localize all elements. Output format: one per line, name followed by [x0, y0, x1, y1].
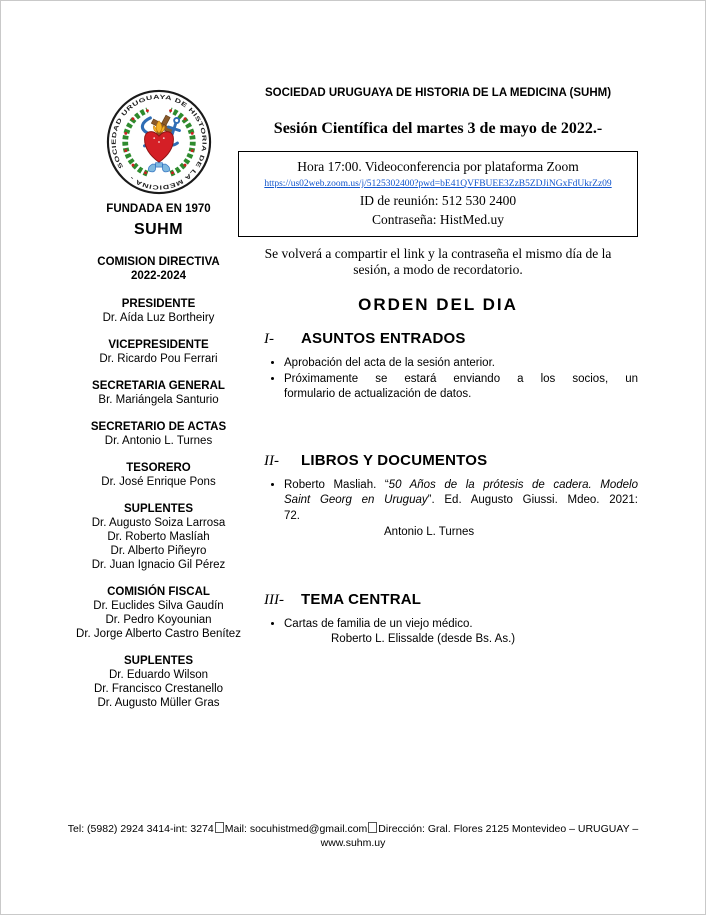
text-segment: Saint Georg en Uruguay: [284, 494, 428, 506]
committee-member: Dr. Augusto Müller Gras: [97, 697, 220, 709]
footer-address: Dirección: Gral. Flores 2125 Montevideo – URUGUAY – www.suhm.uy: [320, 823, 639, 849]
committee-group: [51, 379, 266, 407]
bullet-list: [238, 478, 638, 525]
committee-group: [51, 338, 266, 366]
section-heading-text: LIBROS Y DOCUMENTOS: [301, 451, 488, 469]
committee-member: Dr. Jorge Alberto Castro Benítez: [76, 628, 241, 640]
committee-member: Dr. Alberto Piñeyro: [110, 545, 207, 557]
section-heading-text: ASUNTOS ENTRADOS: [301, 330, 466, 347]
suhm-seal-icon: [106, 89, 212, 195]
committee-role: SUPLENTES: [123, 503, 193, 515]
text-line: [284, 356, 638, 372]
section-asuntos-entrados: [238, 330, 638, 403]
text-line: [284, 509, 638, 525]
section-tema-central: [238, 591, 638, 648]
meeting-id-line: ID de reunión: 512 530 2400: [359, 193, 517, 208]
footer: [1, 822, 705, 850]
speaker-name: Roberto L. Elissalde (desde Bs. As.): [331, 633, 516, 645]
zoom-meeting-link[interactable]: https://us02web.zoom.us/j/5125302400?pwd=bE41QVFBUEE3ZzB5ZDJiNGxFdUkrZz09: [264, 179, 612, 189]
section-heading: [238, 452, 638, 470]
section-libros-documentos: [238, 452, 638, 541]
agenda-title: ORDEN DEL DIA: [358, 295, 518, 314]
reminder-text: Se volverá a compartir el link y la contraseña el mismo día de la sesión, a modo de recordatorio.: [264, 246, 612, 277]
committee-group: [51, 585, 266, 641]
bullet-item: [284, 356, 638, 372]
text-segment: Aprobación del acta de la sesión anterior.: [284, 357, 495, 369]
bullet-list: [238, 356, 638, 403]
session-title: Sesión Científica del martes 3 de mayo de 2022.-: [273, 120, 603, 137]
section-heading-text: TEMA CENTRAL: [301, 590, 422, 608]
committee-group: [51, 420, 266, 448]
bullet-list: [238, 617, 638, 648]
presenter-name: Antonio L. Turnes: [384, 526, 475, 538]
seal-ring-text: SOCIEDAD URUGUAYA DE HISTORIA DE LA MEDICINA -: [111, 94, 206, 190]
bullet-item: [284, 372, 638, 403]
text-line: [284, 478, 638, 494]
section-heading: [238, 330, 638, 348]
committee-role: COMISIÓN FISCAL: [107, 586, 210, 598]
bullet-item: [284, 478, 638, 525]
text-segment: formulario de actualización de datos.: [284, 388, 472, 400]
committee-member: Dr. Augusto Soiza Larrosa: [91, 517, 226, 529]
committee-groups: [51, 297, 266, 710]
text-segment: 72.: [284, 509, 300, 522]
footer-text: [64, 822, 642, 850]
committee-member: Dr. Antonio L. Turnes: [104, 435, 213, 447]
committee-member: Dr. Euclides Silva Gaudín: [93, 600, 224, 612]
committee-member: Dr. Aída Luz Bortheiry: [102, 312, 215, 324]
committee-member: Dr. Pedro Koyounian: [105, 614, 212, 626]
session-time-line: Hora 17:00. Videoconferencia por plataforma Zoom: [297, 159, 579, 174]
text-segment: 50 Años de la prótesis de cadera. Modelo: [388, 478, 638, 491]
section-numeral: II-: [264, 452, 279, 469]
board-title: COMISION DIRECTIVA: [97, 256, 220, 268]
text-segment: Roberto Masliah. “: [284, 478, 389, 491]
section-numeral: I-: [264, 331, 274, 347]
text-line: [284, 617, 638, 633]
committee-role: VICEPRESIDENTE: [108, 339, 209, 351]
committee-group: [51, 502, 266, 572]
committee-member: Dr. Roberto Maslíah: [107, 531, 210, 543]
acronym-text: SUHM: [133, 221, 184, 238]
board-period: 2022-2024: [131, 270, 186, 282]
committee-member: Dr. Francisco Crestanello: [93, 683, 224, 695]
committee-member: Dr. Ricardo Pou Ferrari: [99, 353, 218, 365]
missing-glyph-icon: [368, 822, 377, 833]
org-title: SOCIEDAD URUGUAYA DE HISTORIA DE LA MEDICINA (SUHM): [264, 87, 612, 99]
committee-role: SUPLENTES: [123, 655, 193, 667]
committee-group: [51, 654, 266, 710]
bullet-item: [284, 617, 638, 648]
text-segment: ”. Ed. Augusto Giussi. Mdeo. 2021:: [427, 494, 638, 506]
text-line: [284, 493, 638, 509]
committee-group: [51, 297, 266, 325]
founded-text: FUNDADA EN 1970: [106, 203, 211, 215]
committee-member: Dr. Eduardo Wilson: [108, 669, 209, 681]
zoom-info-box: [238, 151, 638, 237]
committee-member: Dr. Juan Ignacio Gil Pérez: [91, 559, 226, 571]
committee-member: Dr. José Enrique Pons: [101, 476, 216, 488]
committee-role: PRESIDENTE: [121, 298, 196, 310]
committee-member: Br. Mariángela Santurio: [98, 394, 219, 406]
committee-role: TESORERO: [126, 462, 191, 474]
main-content: [238, 86, 638, 648]
sidebar: [51, 89, 266, 710]
missing-glyph-icon: [215, 822, 224, 833]
section-numeral: III-: [264, 591, 284, 608]
text-segment: Cartas de familia de un viejo médico.: [284, 617, 473, 630]
bullet-text: [284, 617, 638, 633]
footer-tel: Tel: (5982) 2924 3414-int: 3274: [67, 823, 214, 835]
committee-group: [51, 461, 266, 489]
committee-role: SECRETARIA GENERAL: [92, 380, 225, 392]
text-line: [284, 372, 638, 388]
text-line: [284, 387, 638, 403]
text-segment: Próximamente se estará enviando a los socios, un: [284, 372, 638, 385]
section-heading: [238, 591, 638, 609]
password-line: Contraseña: HistMed.uy: [372, 212, 504, 227]
footer-mail: Mail: socuhistmed@gmail.com: [224, 823, 368, 835]
committee-role: SECRETARIO DE ACTAS: [90, 421, 227, 433]
